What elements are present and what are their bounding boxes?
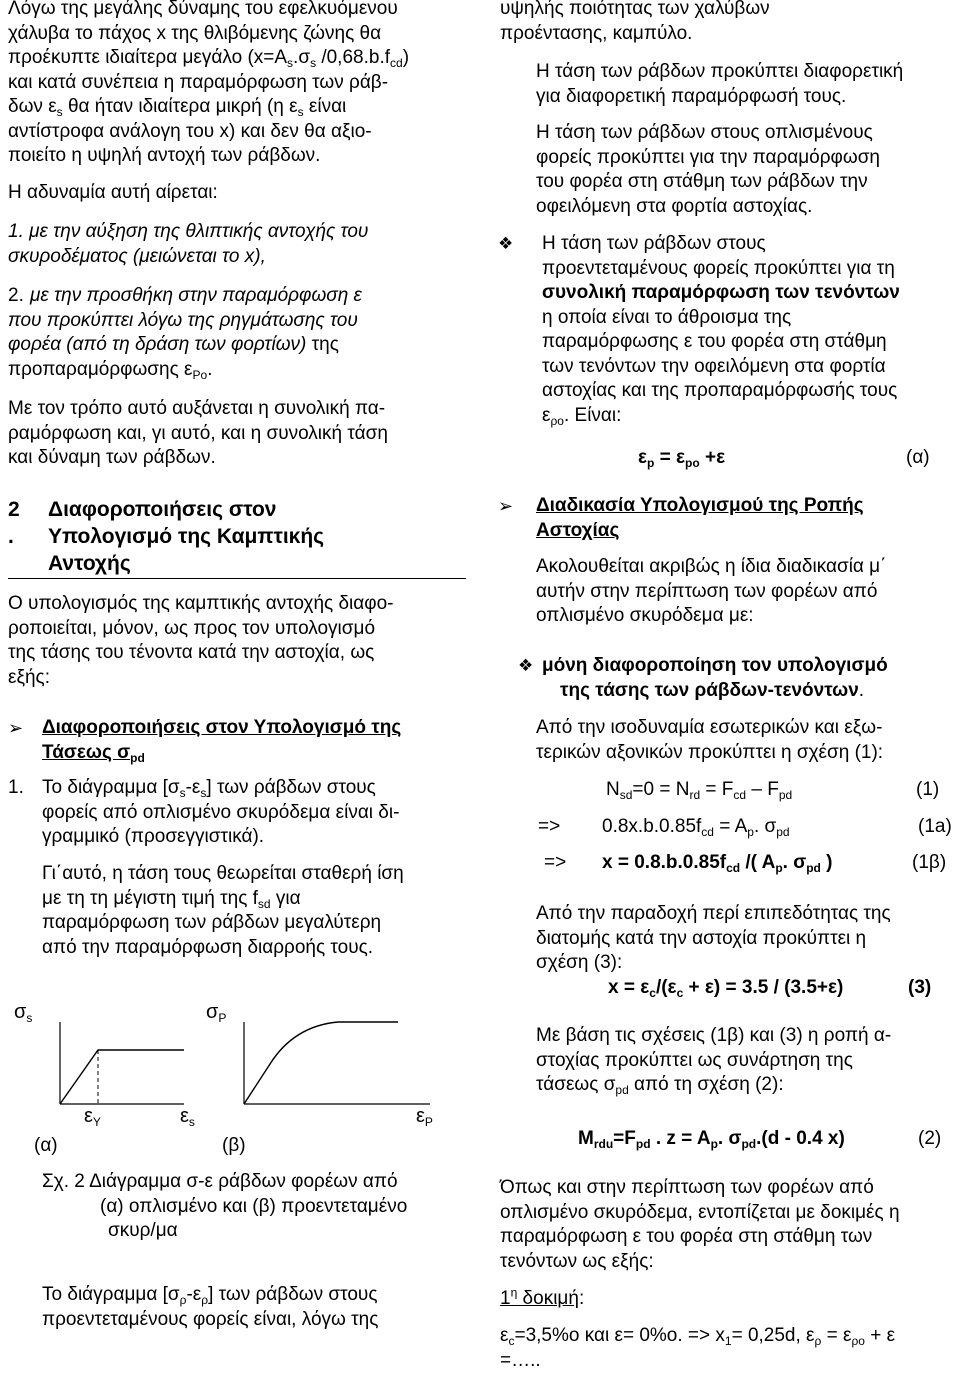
- sigma-s-label: $\sigma_s$: [14, 1001, 33, 1025]
- equation-2-tag: (2): [918, 1128, 942, 1149]
- equation-1b: $x = 0.8.b.0.85f_{cd}$ /( $A_p$. $\sigma_{pd}$ ): [602, 852, 833, 875]
- equation-3: $x = \varepsilon_c/(\varepsilon_c + \varepsilon) = 3.5 / (3.5+\varepsilon)$: [608, 977, 844, 1000]
- closing-paragraph: Το διάγραμμα $[\sigma_\rho-\varepsilon_\rho]$ των ράβδων στους προεντεταμένους φορείς είναι, λόγω της: [42, 1284, 379, 1330]
- equation-a: $\varepsilon_p = \varepsilon_{po} +\varepsilon$: [638, 447, 726, 470]
- moment-paragraph: Με βάση τις σχέσεις (1β) και (3) η ροπή α- στοχίας προκύπτει ως συνάρτηση της τάσεως $\sigma_{pd}$ από τη σχέση (2):: [536, 1025, 892, 1097]
- first-trial-result: $\varepsilon_c=3,5\%o$ και ε= 0%ο. => $x_1= 0,25d$, $\varepsilon_\rho = \varepsilon_{\rho o} + \varepsilon$ =…..: [500, 1325, 896, 1371]
- equation-1a-tag: (1a): [918, 816, 952, 837]
- equation-3-tag: (3): [908, 977, 932, 998]
- diamond-bullet-icon: ❖: [498, 234, 514, 253]
- implies-arrow-1: =>: [538, 816, 561, 837]
- procedure-paragraph: Ακολουθείται ακριβώς η ίδια διαδικασία μ΄ αυτήν στην περίπτωση των φορέων από οπλισμένο σκυρόδεμα με:: [536, 556, 887, 626]
- figure-caption: Σχ. 2 Διάγραμμα σ-ε ράβδων φορέων από (α) οπλισμένο και (β) προεντεταμένο σκυρ/μα: [42, 1171, 408, 1241]
- reinforced-paragraph: Η τάση των ράβδων στους οπλισμένους φορείς προκύπτει για την παραμόρφωση του φορέα στη στάθμη των ράβδων την οφειλόμενη στα φορτία αστοχίας.: [536, 122, 881, 217]
- eps-s-label: $\varepsilon_s$: [180, 1105, 195, 1129]
- arrow-bullet-icon: ➢: [498, 496, 514, 516]
- equation-1: $N_{sd}=0 = N_{rd} = F_{cd} - F_{pd}$: [606, 779, 793, 802]
- first-trial-label: $1^\eta$ δοκιμή:: [500, 1285, 585, 1309]
- diagram-a-curve: [60, 1050, 184, 1104]
- stress-strain-figure: [8, 992, 468, 1162]
- intro-paragraph: Λόγω της μεγάλης δύναμης του εφελκυόμενου χάλυβα το πάχος x της θλιβόμενης ζώνης θα προέκυπτε ιδιαίτερα μεγάλο ($x=A_s.\sigma_s$ $/0,68.b.f_{cd}$) και κατά συνέπεια η παραμόρφωση των ράβ- δων $\varepsilon_s$ θα ήταν ιδιαίτερα μικρή (η $\varepsilon_s$ είναι αντίστροφα ανάλογη του x) και δεν θα αξιο- ποιείτο η υψηλή αντοχή των ράβδων.: [8, 0, 410, 166]
- fig-a-label: (α): [34, 1135, 58, 1156]
- eps-y-label: $\varepsilon_\Upsilon$: [84, 1105, 101, 1129]
- result-paragraph: Με τον τρόπο αυτό αυξάνεται η συνολική πα- ραμόρφωση και, γι αυτό, και η συνολική τάση και δύναμη των ράβδων.: [8, 398, 388, 468]
- trial-paragraph: Όπως και στην περίπτωση των φορέων από οπλισμένο σκυρόδεμα, εντοπίζεται με δοκιμές η παραμόρφωση ε του φορέα στη στάθμη των τενόντων ως εξής:: [500, 1177, 900, 1272]
- fig-b-label: (β): [222, 1135, 246, 1156]
- diagram-text-2: Γι΄αυτό, η τάση τους θεωρείται σταθερή ίση με τη τη μέγιστη τιμή της $f_{sd}$ για παραμόρφωση των ράβδων μεγαλύτερη από την παραμόρφωση διαρροής τους.: [42, 863, 404, 958]
- section-rule: [8, 578, 466, 579]
- implies-arrow-2: =>: [544, 852, 567, 873]
- item-1: 1. με την αύξηση της θλιπτικής αντοχής του σκυροδέματος (μειώνεται το x),: [8, 221, 369, 267]
- equation-1b-tag: (1β): [912, 852, 947, 873]
- arrow-bullet-icon: ➢: [8, 718, 24, 738]
- equation-a-tag: (α): [906, 447, 930, 468]
- eps-p-label: $\varepsilon_P$: [416, 1105, 433, 1129]
- planarity-paragraph: Από την παραδοχή περί επιπεδότητας της διατομής κατά την αστοχία προκύπτει η σχέση (3):: [536, 903, 891, 973]
- balance-paragraph: Από την ισοδυναμία εσωτερικών και εξω- τερικών αξονικών προκύπτει η σχέση (1):: [536, 717, 884, 763]
- stress-diff-paragraph: Η τάση των ράβδων προκύπτει διαφορετική για διαφορετική παραμόρφωσή τους.: [536, 61, 904, 107]
- equation-1-tag: (1): [916, 779, 940, 800]
- diagram-b-curve: [244, 1022, 398, 1104]
- diamond-bullet-icon: ❖: [518, 656, 534, 675]
- sigma-p-label: $\sigma_P$: [206, 1001, 227, 1025]
- calc-paragraph: Ο υπολογισμός της καμπτικής αντοχής διαφο- ροποιείται, μόνον, ως προς τον υπολογισμό της τάσης του τένοντα κατά την αστοχία, ως εξής:: [8, 593, 394, 688]
- weakness-text: Η αδυναμία αυτή αίρεται:: [8, 182, 218, 203]
- top-paragraph: υψηλής ποιότητας των χαλύβων προέντασης, καμπύλο.: [500, 0, 770, 44]
- equation-1a: $0.8x.b.0.85f_{cd} = A_p$. $\sigma_{pd}$: [602, 816, 790, 839]
- equation-2: $M_{rdu}=F_{pd}$ . $z = A_p$. $\sigma_{pd}.(d - 0.4$ x): [578, 1128, 845, 1151]
